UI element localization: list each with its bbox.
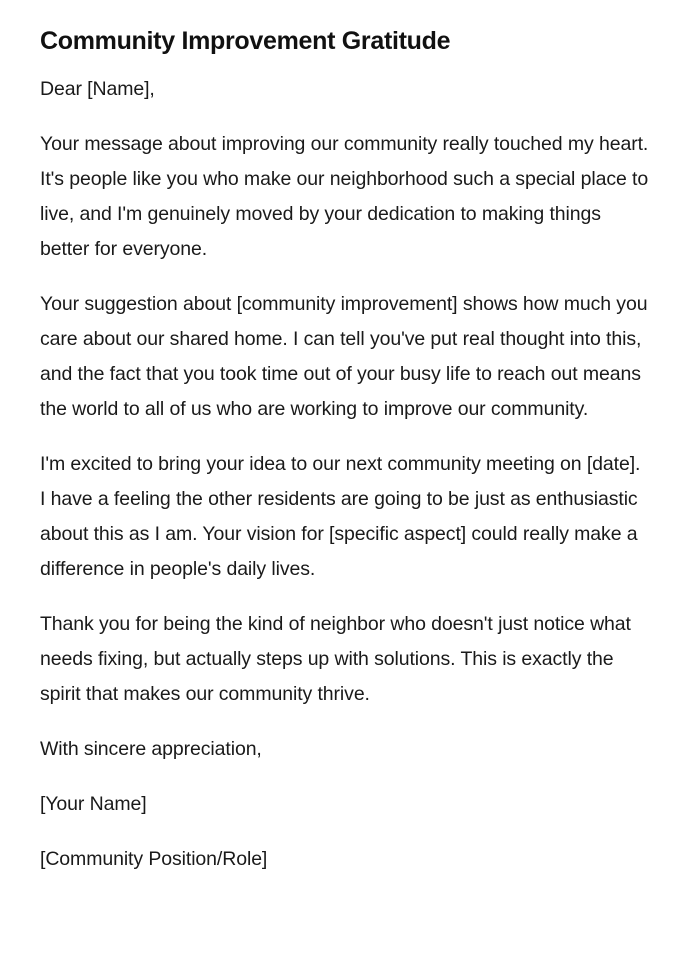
letter-title: Community Improvement Gratitude	[40, 27, 451, 55]
letter-closing: With sincere appreciation,	[40, 738, 262, 760]
letter-salutation: Dear [Name],	[40, 78, 155, 100]
signature-role: [Community Position/Role]	[40, 848, 268, 870]
letter-paragraph-4: Thank you for being the kind of neighbor who doesn't just notice what needs fixing, but actually steps up with solutions. This is exactly the spirit that makes our community thrive.	[40, 613, 631, 705]
signature-name: [Your Name]	[40, 793, 147, 815]
letter-paragraph-1: Your message about improving our community really touched my heart. It's people like you who make our neighborhood such a special place to live, and I'm genuinely moved by your dedication to making things better for everyone.	[40, 133, 649, 260]
letter-document	[40, 24, 650, 897]
letter-paragraph-3: I'm excited to bring your idea to our next community meeting on [date]. I have a feeling the other residents are going to be just as enthusiastic about this as I am. Your vision for [specific aspect] could really make a difference in people's daily lives.	[40, 453, 641, 580]
letter-paragraph-2: Your suggestion about [community improvement] shows how much you care about our shared home. I can tell you've put real thought into this, and the fact that you took time out of your busy life to reach out means the world to all of us who are working to improve our community.	[40, 293, 648, 420]
